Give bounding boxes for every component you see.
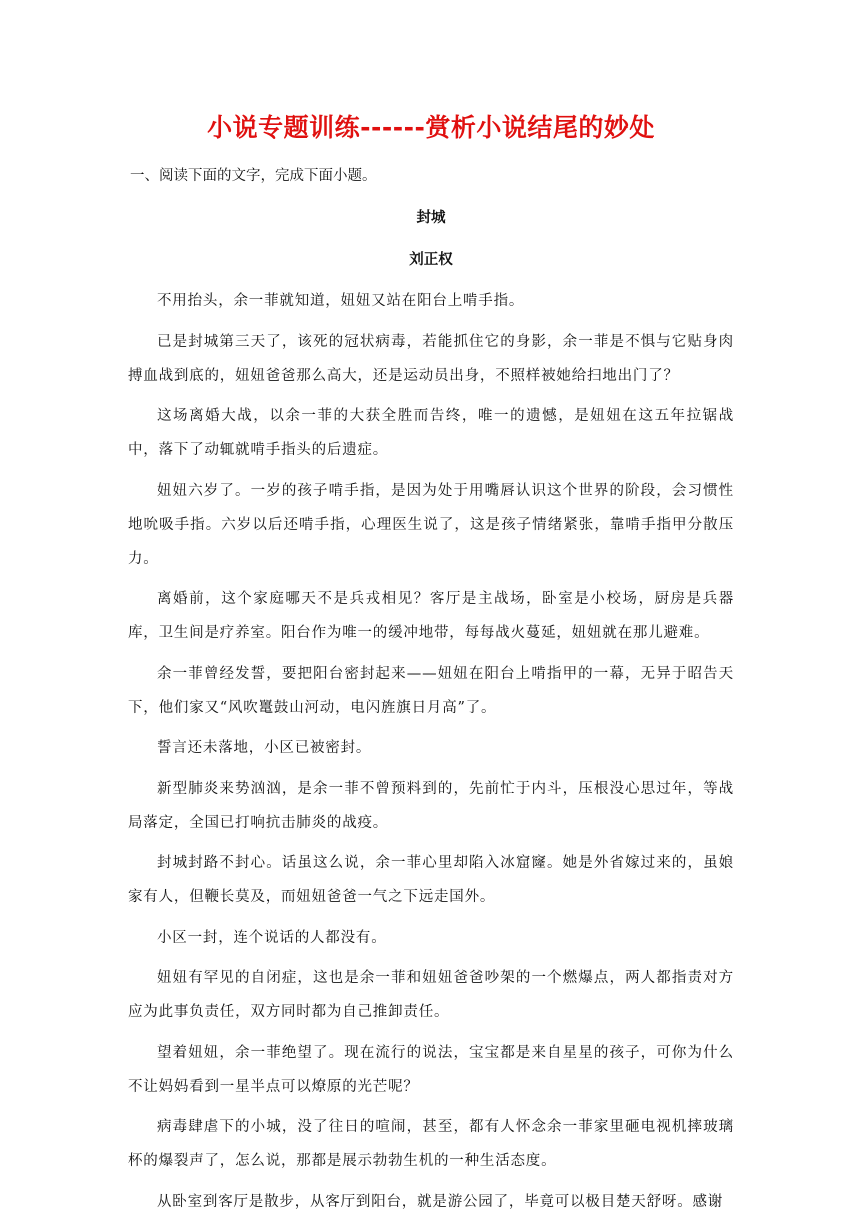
story-paragraph: 余一菲曾经发誓，要把阳台密封起来——妞妞在阳台上啃指甲的一幕，无异于昭告天下，他们家又“风吹鼍鼓山河动，电闪旌旗日月高”了。 [128,665,734,716]
story-paragraph: 新型肺炎来势汹汹，是余一菲不曾预料到的，先前忙于内斗，压根没心思过年，等战局落定，全国已打响抗击肺炎的战疫。 [128,780,734,831]
story-paragraph: 妞妞有罕见的自闭症，这也是余一菲和妞妞爸爸吵架的一个燃爆点，两人都指责对方应为此事负责任，双方同时都为自己推卸责任。 [128,970,734,1020]
question-intro: 一、阅读下面的文字，完成下面小题。 [130,168,377,184]
document-title: 小说专题训练------赏析小说结尾的妙处 [207,113,655,142]
story-paragraph: 小区一封，连个说话的人都没有。 [157,929,387,946]
story-paragraph: 已是封城第三天了，该死的冠状病毒，若能抓住它的身影，余一菲是不惧与它贴身肉搏血战到底的，妞妞爸爸那么高大，还是运动员出身，不照样被她给扫地出门了？ [128,333,734,384]
story-author: 刘正权 [409,251,453,268]
story-paragraph: 离婚前，这个家庭哪天不是兵戎相见？客厅是主战场，卧室是小校场，厨房是兵器库，卫生间是疗养室。阳台作为唯一的缓冲地带，每每战火蔓延，妞妞就在那儿避难。 [128,591,734,641]
story-paragraph: 誓言还未落地，小区已被密封。 [157,740,372,756]
story-paragraph: 这场离婚大战，以余一菲的大获全胜而告终，唯一的遗憾，是妞妞在这五年拉锯战中，落下了动辄就啃手指头的后遗症。 [128,408,734,458]
story-paragraph: 病毒肆虐下的小城，没了往日的喧闹，甚至，都有人怀念余一菲家里砸电视机摔玻璃杯的爆裂声了，怎么说，那都是展示勃勃生机的一种生活态度。 [128,1119,734,1169]
story-paragraph: 从卧室到客厅是散步，从客厅到阳台，就是游公园了，毕竟可以极目楚天舒呀。感谢 [157,1193,724,1210]
story-body [128,284,734,1219]
story-paragraph: 封城封路不封心。话虽这么说，余一菲心里却陷入冰窟窿。她是外省嫁过来的，虽娘家有人，但鞭长莫及，而妞妞爸爸一气之下远走国外。 [128,855,734,905]
story-paragraph: 望着妞妞，余一菲绝望了。现在流行的说法，宝宝都是来自星星的孩子，可你为什么不让妈妈看到一星半点可以燎原的光芒呢？ [128,1044,734,1095]
story-paragraph: 不用抬头，余一菲就知道，妞妞又站在阳台上啃手指。 [157,293,525,309]
story-title: 封城 [416,209,446,226]
story-paragraph: 妞妞六岁了。一岁的孩子啃手指，是因为处于用嘴唇认识这个世界的阶段，会习惯性地吮吸手指。六岁以后还啃手指，心理医生说了，这是孩子情绪紧张，靠啃手指甲分散压力。 [128,482,734,567]
